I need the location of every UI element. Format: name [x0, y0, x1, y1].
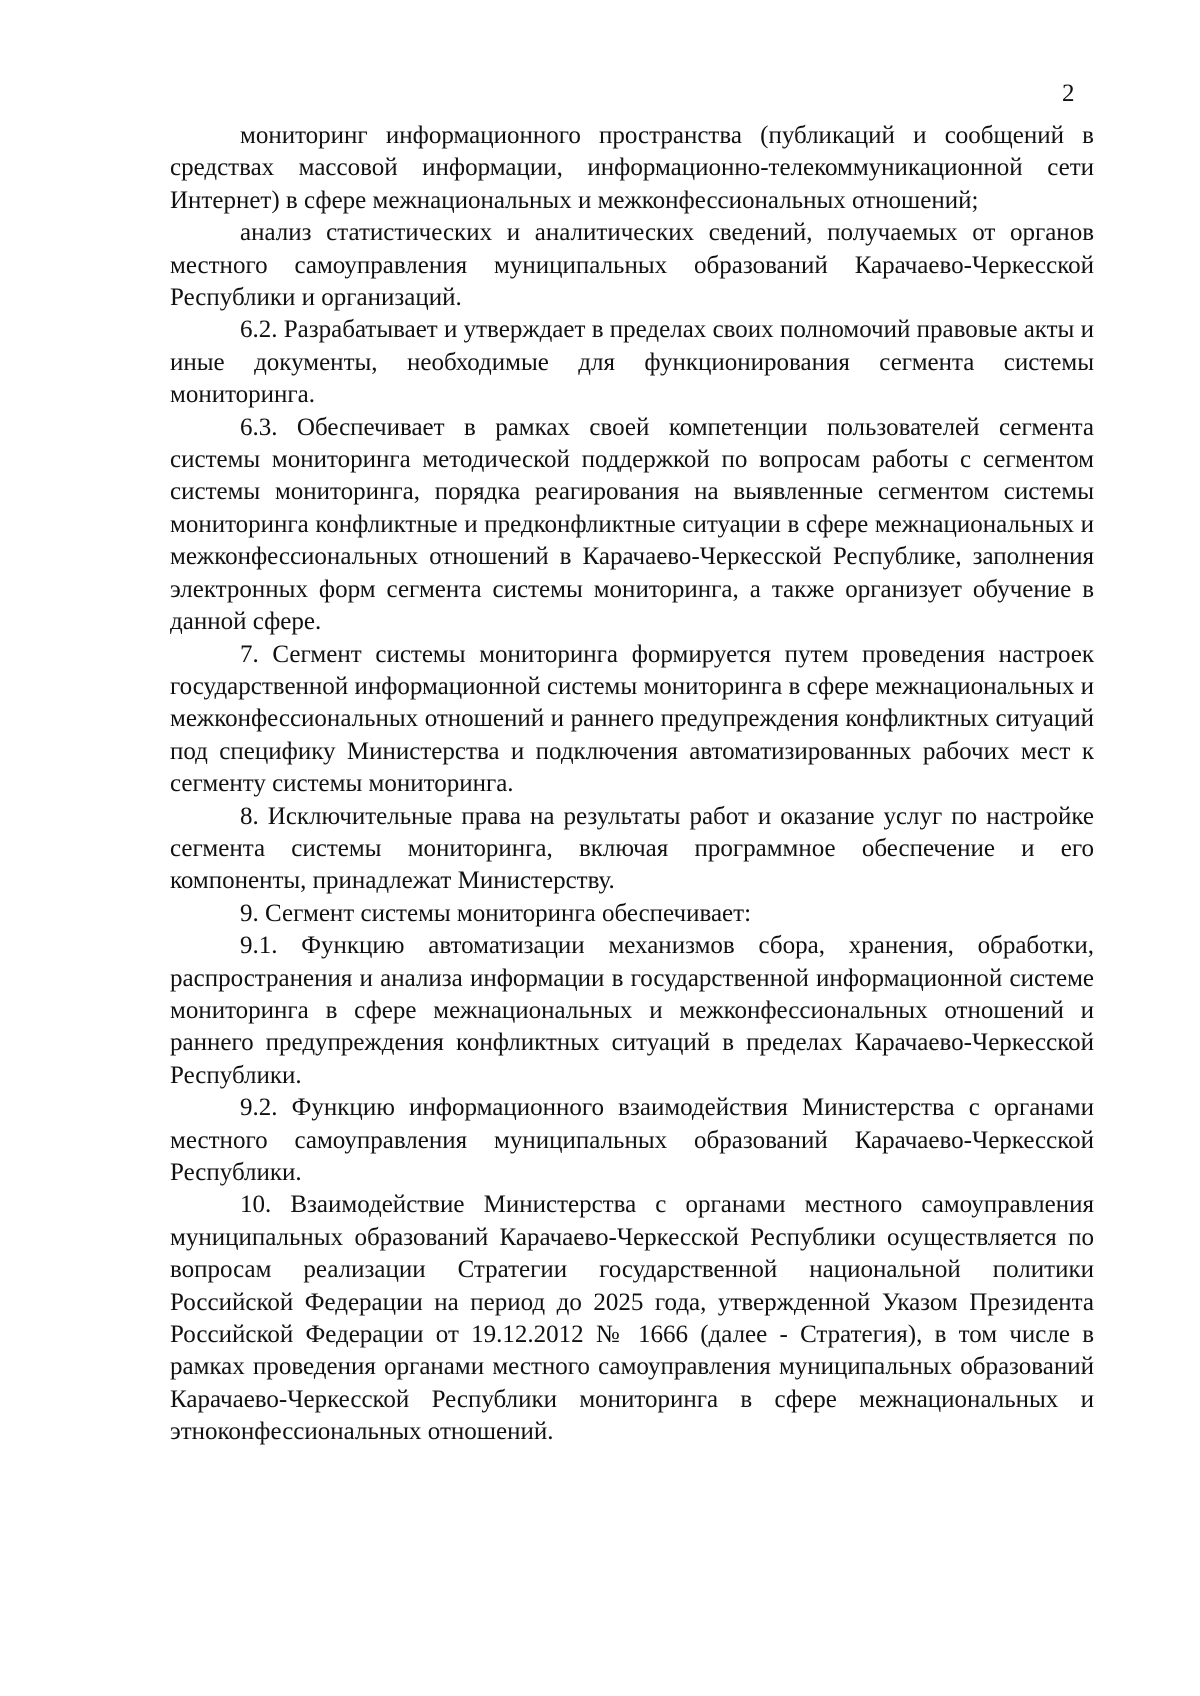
paragraph-7: 7. Сегмент системы мониторинга формируется путем проведения настроек государственной информационной системы мониторинга в сфере межнациональных и межконфессиональных отношений и раннего предупреждения конфликтных ситуаций под специфику Министерства и подключения автоматизированных рабочих мест к сегменту системы мониторинга. [170, 640, 1094, 798]
paragraph-6-3: 6.3. Обеспечивает в рамках своей компетенции пользователей сегмента системы мониторинга методической поддержкой по вопросам работы с сегментом системы мониторинга, порядка реагирования на выявленные сегментом системы мониторинга конфликтные и предконфликтные ситуации в сфере межнациональных и межконфессиональных отношений в Карачаево-Черкесской Республике, заполнения электронных форм сегмента системы мониторинга, а также организует обучение в данной сфере. [170, 413, 1094, 636]
paragraph-8: 8. Исключительные права на результаты работ и оказание услуг по настройке сегмента системы мониторинга, включая программное обеспечение и его компоненты, принадлежат Министерству. [170, 802, 1094, 895]
paragraph-9: 9. Сегмент системы мониторинга обеспечивает: [240, 899, 752, 927]
paragraph-9-2: 9.2. Функцию информационного взаимодействия Министерства с органами местного самоуправления муниципальных образований Карачаево-Черкесской Республики. [170, 1094, 1094, 1186]
paragraph-10: 10. Взаимодействие Министерства с органами местного самоуправления муниципальных образований Карачаево-Черкесской Республики осуществляется по вопросам реализации Стратегии государственной национальной политики Российской Федерации на период до 2025 года, утвержденной Указом Президента Российской Федерации от 19.12.2012 № 1666 (далее - Стратегия), в том числе в рамках проведения органами местного самоуправления муниципальных образований Карачаево-Черкесской Республики мониторинга в сфере межнациональных и этноконфессиональных отношений. [170, 1191, 1094, 1446]
page-number: 2 [1062, 80, 1075, 107]
paragraph-monitoring-info-space: мониторинг информационного пространства (публикаций и сообщений в средствах массовой информации, информационно-телекоммуникационной сети Интернет) в сфере межнациональных и межконфессиональных отношений; [170, 122, 1094, 214]
paragraph-6-2: 6.2. Разрабатывает и утверждает в пределах своих полномочий правовые акты и иные документы, необходимые для функционирования сегмента системы мониторинга. [170, 316, 1094, 409]
paragraph-9-1: 9.1. Функцию автоматизации механизмов сбора, хранения, обработки, распространения и анализа информации в государственной информационной системе мониторинга в сфере межнациональных и межконфессиональных отношений и раннего предупреждения конфликтных ситуаций в пределах Карачаево-Черкесской Республики. [170, 932, 1094, 1089]
document-body [170, 120, 1094, 1449]
paragraph-statistics-analysis: анализ статистических и аналитических сведений, получаемых от органов местного самоуправления муниципальных образований Карачаево-Черкесской Республики и организаций. [170, 219, 1094, 312]
